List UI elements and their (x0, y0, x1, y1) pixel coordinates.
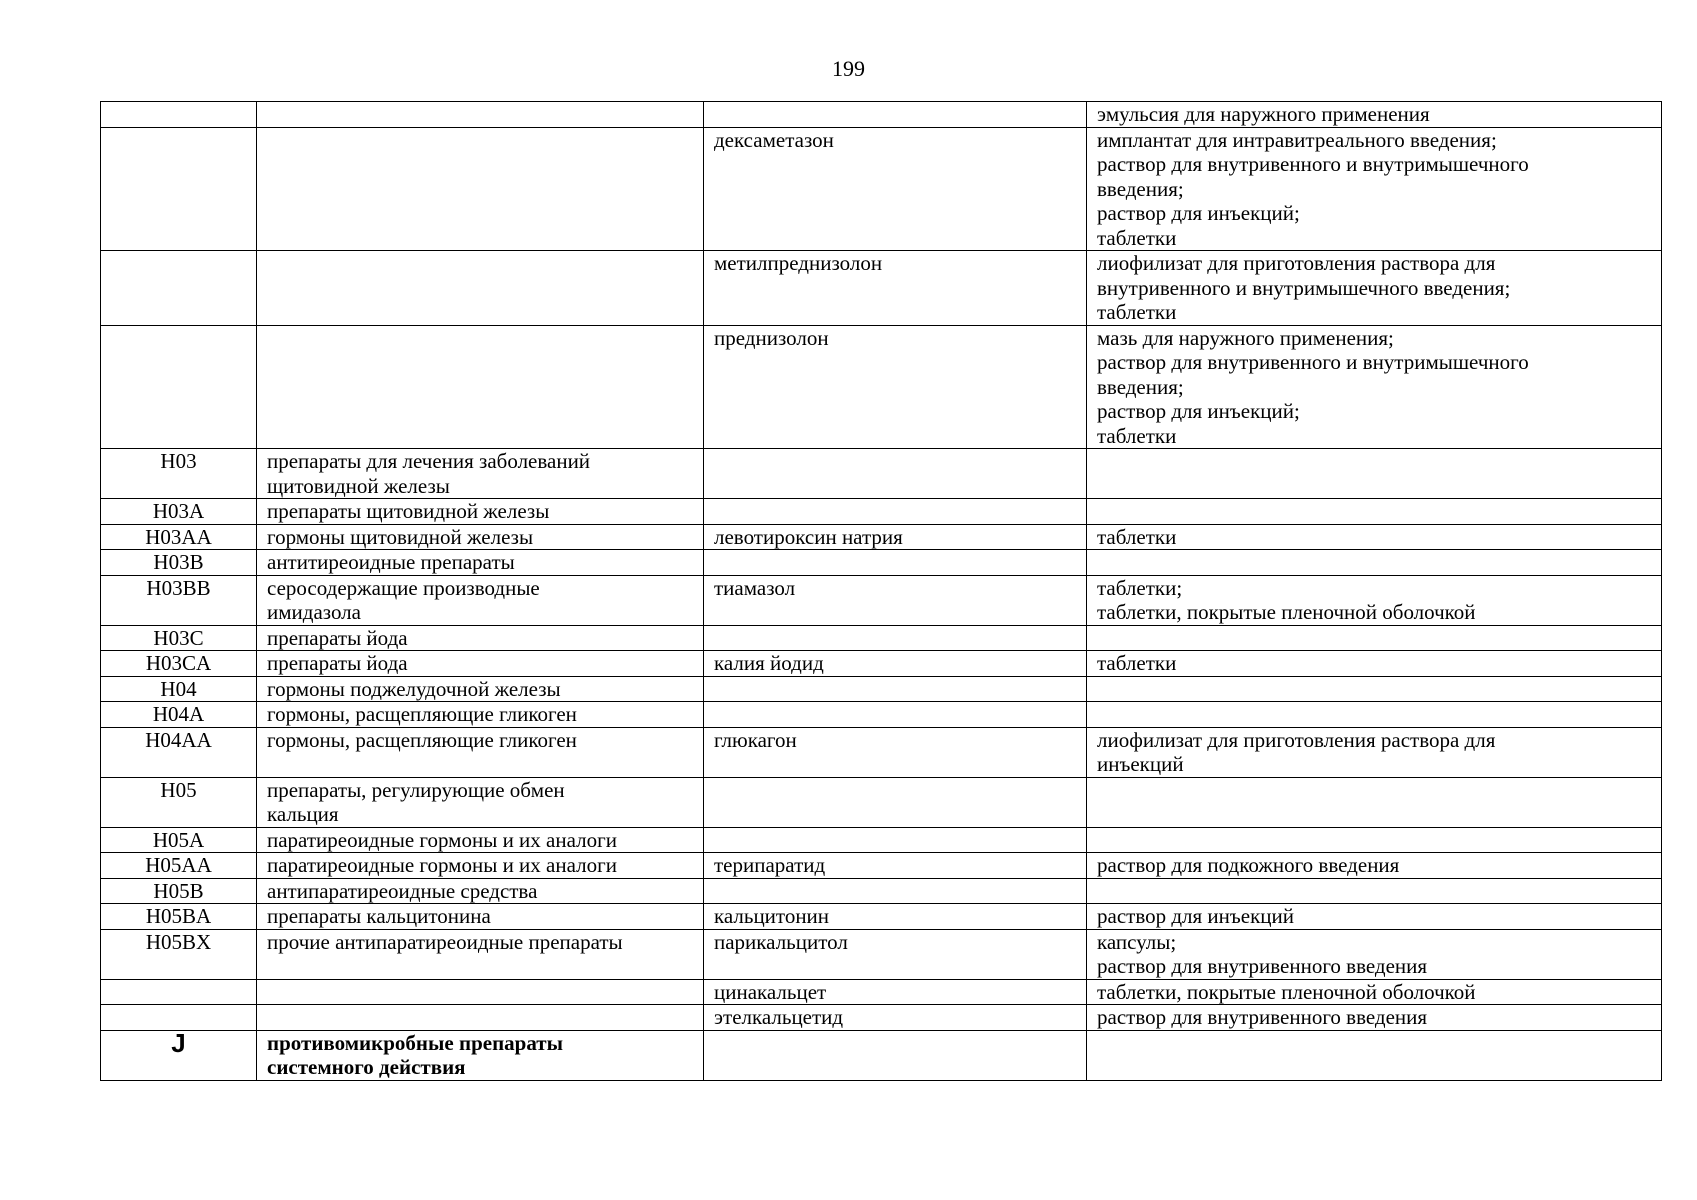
cell-group: препараты для лечения заболеваний щитовидной железы (257, 449, 704, 499)
cell-group (257, 251, 704, 326)
table-row (101, 1005, 1662, 1031)
cell-form (1087, 625, 1662, 651)
cell-group: препараты кальцитонина (257, 904, 704, 930)
table-row (101, 853, 1662, 879)
cell-drug: метилпреднизолон (704, 251, 1087, 326)
cell-form (1087, 676, 1662, 702)
cell-drug (704, 878, 1087, 904)
cell-code (101, 979, 257, 1005)
cell-drug: преднизолон (704, 325, 1087, 449)
cell-code: H05B (101, 878, 257, 904)
cell-group: гормоны, расщепляющие гликоген (257, 727, 704, 777)
cell-group (257, 127, 704, 251)
cell-code: H03A (101, 499, 257, 525)
cell-drug (704, 550, 1087, 576)
cell-group (257, 325, 704, 449)
cell-code: H05AA (101, 853, 257, 879)
table-row (101, 524, 1662, 550)
cell-code (101, 251, 257, 326)
cell-code: H03B (101, 550, 257, 576)
cell-form: таблетки (1087, 524, 1662, 550)
cell-form: лиофилизат для приготовления раствора для внутривенного и внутримышечного введения; таблетки (1087, 251, 1662, 326)
table-row (101, 777, 1662, 827)
table-row (101, 979, 1662, 1005)
cell-form: капсулы; раствор для внутривенного введения (1087, 929, 1662, 979)
table-row (101, 827, 1662, 853)
table-row (101, 676, 1662, 702)
cell-form (1087, 878, 1662, 904)
cell-form (1087, 702, 1662, 728)
cell-form (1087, 1030, 1662, 1080)
table-row (101, 550, 1662, 576)
cell-group: серосодержащие производные имидазола (257, 575, 704, 625)
cell-code: H04 (101, 676, 257, 702)
cell-form: мазь для наружного применения; раствор для внутривенного и внутримышечного введения; раствор для инъекций; таблетки (1087, 325, 1662, 449)
cell-drug: цинакальцет (704, 979, 1087, 1005)
cell-drug (704, 449, 1087, 499)
cell-code: H05BA (101, 904, 257, 930)
cell-group: прочие антипаратиреоидные препараты (257, 929, 704, 979)
cell-form: лиофилизат для приготовления раствора для инъекций (1087, 727, 1662, 777)
cell-form (1087, 449, 1662, 499)
cell-group (257, 102, 704, 128)
cell-form: имплантат для интравитреального введения; раствор для внутривенного и внутримышечного введения; раствор для инъекций; таблетки (1087, 127, 1662, 251)
cell-code: H03C (101, 625, 257, 651)
cell-drug (704, 676, 1087, 702)
cell-drug: дексаметазон (704, 127, 1087, 251)
cell-group (257, 1005, 704, 1031)
cell-drug: терипаратид (704, 853, 1087, 879)
table-row (101, 878, 1662, 904)
cell-form (1087, 777, 1662, 827)
cell-drug: тиамазол (704, 575, 1087, 625)
cell-group: паратиреоидные гормоны и их аналоги (257, 853, 704, 879)
table-row (101, 702, 1662, 728)
table-row (101, 929, 1662, 979)
table-row (101, 325, 1662, 449)
table-row (101, 102, 1662, 128)
table-row (101, 251, 1662, 326)
table-row (101, 127, 1662, 251)
cell-form: таблетки, покрытые пленочной оболочкой (1087, 979, 1662, 1005)
cell-group: антипаратиреоидные средства (257, 878, 704, 904)
cell-group (257, 979, 704, 1005)
cell-code (101, 1005, 257, 1031)
table-row (101, 499, 1662, 525)
table-row (101, 727, 1662, 777)
cell-group: препараты йода (257, 651, 704, 677)
cell-code: H03AA (101, 524, 257, 550)
cell-group: препараты йода (257, 625, 704, 651)
table-row (101, 1030, 1662, 1080)
cell-form: эмульсия для наружного применения (1087, 102, 1662, 128)
cell-code: H04AA (101, 727, 257, 777)
table-row (101, 575, 1662, 625)
table-row (101, 904, 1662, 930)
cell-drug: кальцитонин (704, 904, 1087, 930)
cell-drug: левотироксин натрия (704, 524, 1087, 550)
cell-form: раствор для подкожного введения (1087, 853, 1662, 879)
cell-code (101, 325, 257, 449)
page-number: 199 (832, 56, 865, 81)
drug-table (100, 101, 1662, 1081)
cell-group: препараты щитовидной железы (257, 499, 704, 525)
cell-drug (704, 827, 1087, 853)
cell-group: паратиреоидные гормоны и их аналоги (257, 827, 704, 853)
cell-code (101, 102, 257, 128)
cell-group: гормоны поджелудочной железы (257, 676, 704, 702)
cell-form: таблетки; таблетки, покрытые пленочной оболочкой (1087, 575, 1662, 625)
cell-group: гормоны щитовидной железы (257, 524, 704, 550)
cell-drug (704, 1030, 1087, 1080)
cell-form: таблетки (1087, 651, 1662, 677)
cell-form (1087, 499, 1662, 525)
cell-code: H04A (101, 702, 257, 728)
cell-form (1087, 827, 1662, 853)
cell-group: препараты, регулирующие обмен кальция (257, 777, 704, 827)
cell-group: антитиреоидные препараты (257, 550, 704, 576)
cell-drug (704, 102, 1087, 128)
table-row (101, 625, 1662, 651)
cell-form (1087, 550, 1662, 576)
cell-form: раствор для внутривенного введения (1087, 1005, 1662, 1031)
table-body (101, 102, 1662, 1081)
cell-drug (704, 777, 1087, 827)
cell-drug (704, 499, 1087, 525)
cell-drug: этелкальцетид (704, 1005, 1087, 1031)
cell-code: H03 (101, 449, 257, 499)
cell-code (101, 127, 257, 251)
cell-code: H03CA (101, 651, 257, 677)
cell-group: противомикробные препараты системного действия (257, 1030, 704, 1080)
cell-form: раствор для инъекций (1087, 904, 1662, 930)
cell-group: гормоны, расщепляющие гликоген (257, 702, 704, 728)
cell-code: H03BB (101, 575, 257, 625)
cell-drug: парикальцитол (704, 929, 1087, 979)
cell-code: H05BX (101, 929, 257, 979)
cell-drug: глюкагон (704, 727, 1087, 777)
cell-code: J (101, 1030, 257, 1080)
table-row (101, 449, 1662, 499)
cell-drug (704, 625, 1087, 651)
cell-code: H05 (101, 777, 257, 827)
table-row (101, 651, 1662, 677)
cell-drug (704, 702, 1087, 728)
cell-code: H05A (101, 827, 257, 853)
cell-drug: калия йодид (704, 651, 1087, 677)
